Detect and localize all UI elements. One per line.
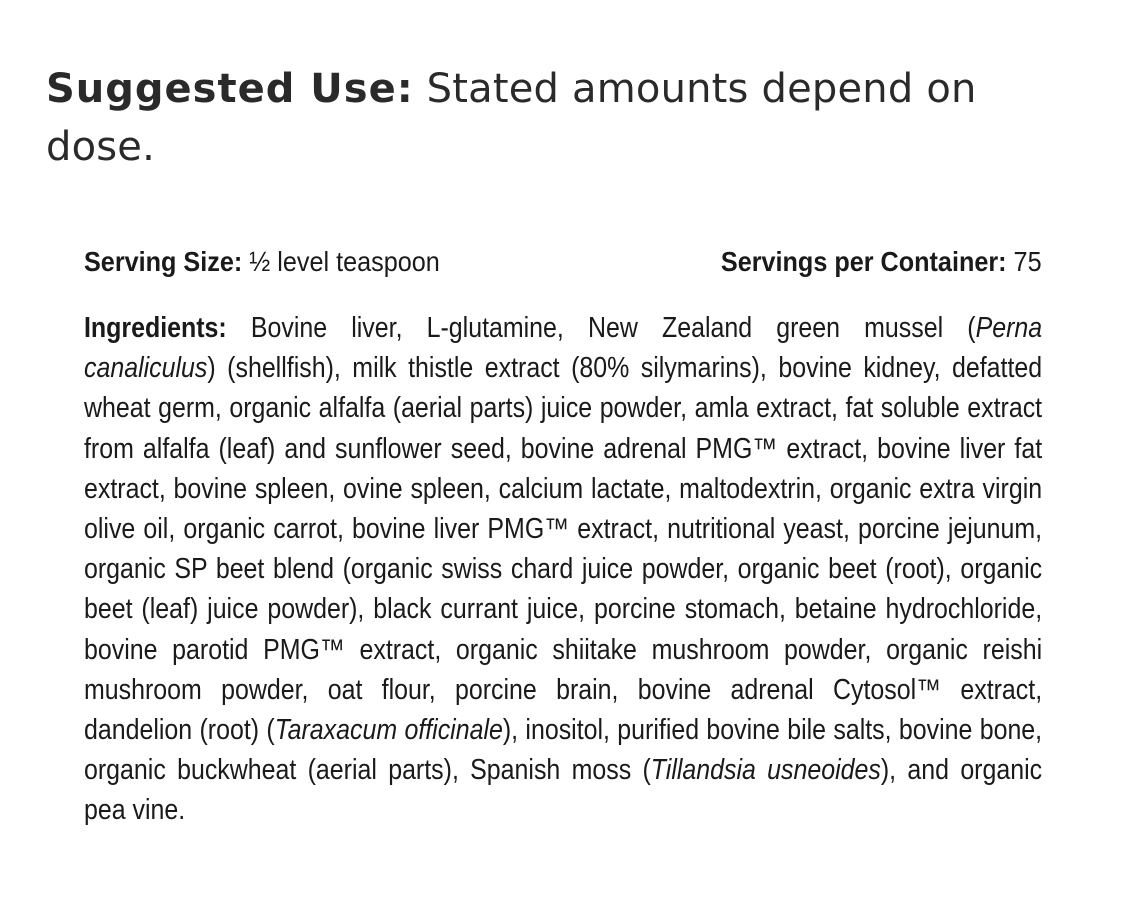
ingredients-text: ), and organic pea vine. [84, 754, 1043, 827]
ingredients-paragraph [84, 308, 1042, 831]
serving-size-value: ½ level teaspoon [242, 246, 440, 277]
ingredients-latin-name: Perna canaliculus [84, 312, 1043, 385]
suggested-use-text: Stated amounts depend on dose. [46, 66, 977, 170]
servings-per-container [721, 240, 1042, 284]
suggested-use [46, 60, 1046, 176]
serving-size [84, 240, 440, 284]
ingredients-text: ) (shellfish), milk thistle extract (80% silymarins), bovine kidney, defatted wheat germ, organic alfalfa (aerial parts) juice powder, amla extract, fat soluble extract from alfalfa (leaf) and sunflower seed, bovine adrenal PMG™ extract, bovine liver fat extract, bovine spleen, ovine spleen, calcium lactate, maltodextrin, organic extra virgin olive oil, organic carrot, bovine liver PMG™ extract, nutritional yeast, porcine jejunum, organic SP beet blend (organic swiss chard juice powder, organic beet (root), organic beet (leaf) juice powder), black currant juice, porcine stomach, betaine hydrochloride, bovine parotid PMG™ extract, organic shiitake mushroom powder, organic reishi mushroom powder, oat flour, porcine brain, bovine adrenal Cytosol™ extract, dandelion (root) ( [84, 352, 1043, 747]
supplement-facts-panel [84, 240, 1042, 831]
servings-per-container-label: Servings per Container: [720, 246, 1007, 277]
ingredients-text: Bovine liver, L-glutamine, New Zealand green mussel ( [226, 312, 976, 344]
suggested-use-label: Suggested Use: [46, 66, 414, 112]
serving-row [84, 240, 1042, 284]
ingredients-label: Ingredients: [84, 312, 227, 344]
servings-per-container-value: 75 [1006, 246, 1042, 277]
ingredients-latin-name: Taraxacum officinale [274, 714, 503, 747]
ingredients-latin-name: Tillandsia usneoides [650, 754, 881, 787]
serving-size-label: Serving Size: [84, 246, 243, 277]
ingredients-text: ), inositol, purified bovine bile salts, bovine bone, organic buckwheat (aerial parts), Spanish moss ( [84, 714, 1043, 787]
